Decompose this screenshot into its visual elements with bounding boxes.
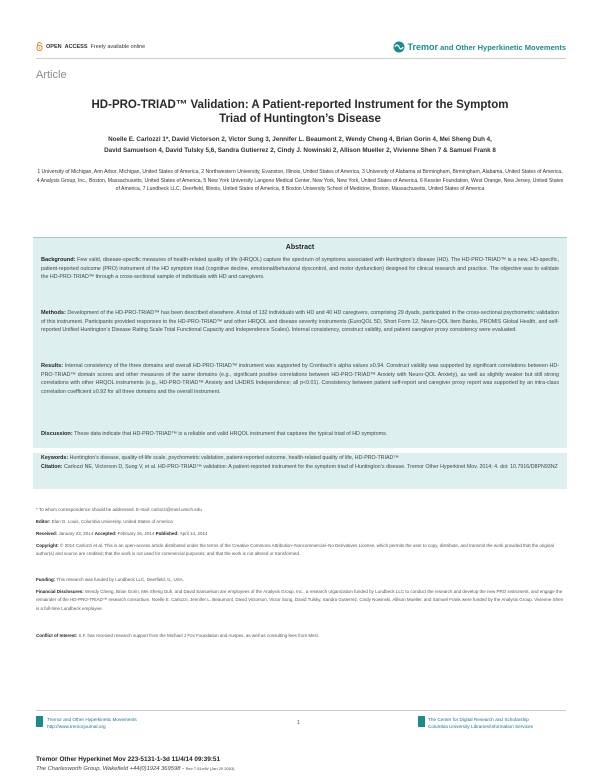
journal-name: Tremor and Other Hyperkinetic Movements — [407, 42, 566, 52]
keywords: Keywords: Huntington’s disease, quality-of-life scale, psychometric validation, patient-reported outcome, health-related quality of life, HD-PRO-TRIAD™ — [41, 455, 399, 461]
footer-journal-bar-icon — [36, 716, 43, 727]
journal-brand — [393, 41, 566, 53]
footer-journal-url[interactable]: http://www.tremorjournal.org — [47, 724, 106, 729]
conflict-note: Conflict of Interest: S.F. has received research support from the Michael J Fox Foundation and Auspex, as well as consulting fees from Merz. — [36, 633, 320, 638]
page-number: 1 — [297, 720, 300, 726]
citation: Citation: Carlozzi NE, Victorson D, Sung V, et al. HD-PRO-TRIAD™ validation: A patient-reported instrument for the symptom triad of Huntington’s disease. Tremor Other Hyperkinet Mov. 2014; 4. doi: 10.7916/D8PN93NZ — [41, 464, 558, 470]
production-slug-publisher: The Charlesworth Group, Wakefield +44(0)1924 369598 - Rev 7.51n/W (Jan 20 2003) — [36, 766, 235, 772]
abstract-heading: Abstract — [285, 244, 315, 251]
author-list: Noelle E. Carlozzi 1*, David Victorson 2, Victor Sung 3, Jennifer L. Beaumont 2, Wendy Cheng 4, Brian Gorin 4, Mei Sheng Duh 4, David Samuelson 4, David Tulsky 5,6, Sandra Gutierrez 2, Cindy J. Nowinski 2, Allison Mueller 2, Vivienne Shen 7 & Samuel Frank 8 — [104, 136, 496, 154]
header-rule — [36, 58, 566, 59]
keywords-citation-box — [33, 453, 567, 489]
abstract-box — [33, 237, 567, 448]
freely-available-label: Freely available online — [90, 43, 146, 50]
abstract-discussion: Discussion: These data indicate that HD-PRO-TRIAD™ is a reliable and valid HRQOL instrument that captures the typical triad of HD symptoms. — [41, 431, 388, 437]
footer-center-bar-icon — [418, 716, 425, 727]
open-access-lock-icon — [36, 42, 43, 51]
funding-note: Funding: This research was funded by Lundbeck LLC, Deerfield, IL, USA. — [36, 577, 184, 582]
abstract-results: Results: Internal consistency of the three domains and overall HD-PRO-TRIAD™ instrument was supported by Cronbach’s alpha values ≥0.94. Construct validity was supported by significant correlations between HD-PRO-TRIAD™ domain scores and other measures of the same domains (e.g., significant positive correlations between HD-PRO-TRIAD™ Anxiety with Neuro-QOL Anxiety), as well as slightly weaker but still strong correlations with other HRQOL instruments (e.g., HD-PRO-TRIAD™ Anxiety and UHDRS Independence; all p<0.01). Consistency between patient self-report and caregiver proxy report was supported by an intra-class correlation coefficient ≥0.92 for all three domains and the overall instrument. — [41, 363, 559, 395]
affiliations: 1 University of Michigan, Ann Arbor, Michigan, United States of America, 2 Northwestern University, Evanston, Illinois, United States of America, 3 University of Alabama at Birmingham, Birmingham, Alabama, United States of America, 4 Analysis Group, Inc., Boston, Massachusetts, United States of America, 5 New York University Langone Medical Center, New York, New York, United States of America, 6 Kessler Foundation, West Orange, New Jersey, United States of America, 7 Lundbeck LLC, Deerfield, Illinois, United States of America, 8 Boston University School of Medicine, Boston, Massachusetts, United States of America — [36, 169, 564, 192]
dates-note: Received: January 23, 2014 Accepted: February 26, 2014 Published: April 14, 2014 — [36, 531, 208, 536]
copyright-note: Copyright: © 2014 Carlozzi et al. This is an open-access article distributed under the terms of the Creative Commons Attribution–Noncommercial–No Derivatives License, which permits the user to copy, distribute, and transmit the work provided that the original author(s) and source are credited; that the work is not used for commercial purposes; and that the work is not altered or transformed. — [36, 543, 554, 557]
open-label: OPEN — [46, 43, 62, 50]
journal-logo-icon — [393, 41, 405, 53]
footer-center — [418, 716, 533, 730]
footer-center-name: The Center for Digital Research and Scholarship — [428, 717, 529, 722]
footer-center-affiliation: Columbia University Libraries/Information Services — [428, 724, 533, 729]
article-title: HD-PRO-TRIAD™ Validation: A Patient-reported Instrument for the Symptom Triad of Huntington’s Disease — [91, 99, 509, 125]
abstract-methods: Methods: Development of the HD-PRO-TRIAD™ has been described elsewhere. A total of 132 individuals with HD and 40 HD caregivers, comprising 29 dyads, participated in the cross-sectional psychometric validation of this instrument. Participants provided responses to the HD-PRO-TRIAD™ and other HRQOL and disease severity instruments (EuroQOL 5D, Short Form 12, Neuro-QOL Item Banks, PROMIS Global Health, and self-reported Unified Huntington’s Disease Rating Scale Total Functional Capacity and Independence Scales). Internal consistency, construct validity, and patient caregiver proxy consistency were evaluated. — [41, 310, 559, 334]
footer-rule — [36, 710, 566, 711]
editor-note: Editor: Elan D. Louis, Columbia University, United States of America — [36, 519, 173, 524]
access-label: ACCESS — [64, 43, 88, 50]
abstract-background: Background: Few valid, disease-specific measures of health-related quality of life (HRQOL) capture the spectrum of symptoms associated with Huntington’s disease (HD). The HD-PRO-TRIAD™ is a new, HD-specific, patient-reported outcome (PRO) instrument of the HD symptom triad (cognitive decline, emotional/behavioral dyscontrol, and motor dysfunction) designed for clinical research and practice. The objective was to validate the HD-PRO-TRIAD™ through a cross-sectional sample of individuals with HD and caregivers. — [41, 257, 559, 281]
open-access-badge — [36, 42, 145, 51]
disclosures-note: Financial Disclosures: Wendy Cheng, Brian Gorin, Mei Sheng Duh, and David Samuelson are employees of the Analysis Group, Inc., a research organization funded by Lundbeck LLC to conduct the research and develop the new PRO instrument, and engage the remainder of the HD-PRO-TRIAD™ research consortium. Noelle E. Carlozzi, Jennifer L. Beaumont, David Victorson, Victor Sung, David Tulsky, Sandra Gutierrez, Cindy Nowinski, Allison Mueller, and Samuel Frank were funded by the Analysis Group. Vivienne Shen is a full-time Lundbeck employee. — [36, 589, 564, 611]
correspondence-note: * To whom correspondence should be addressed. E-mail: carlozzi@med.umich.edu — [36, 507, 202, 512]
article-type: Article — [36, 69, 67, 81]
footer-journal — [36, 716, 137, 730]
production-slug: Tremor Other Hyperkinet Mov 223-5131-1-3d 11/4/14 09:39:51 — [36, 756, 220, 763]
footer-journal-name: Tremor and Other Hyperkinetic Movements — [47, 717, 137, 722]
